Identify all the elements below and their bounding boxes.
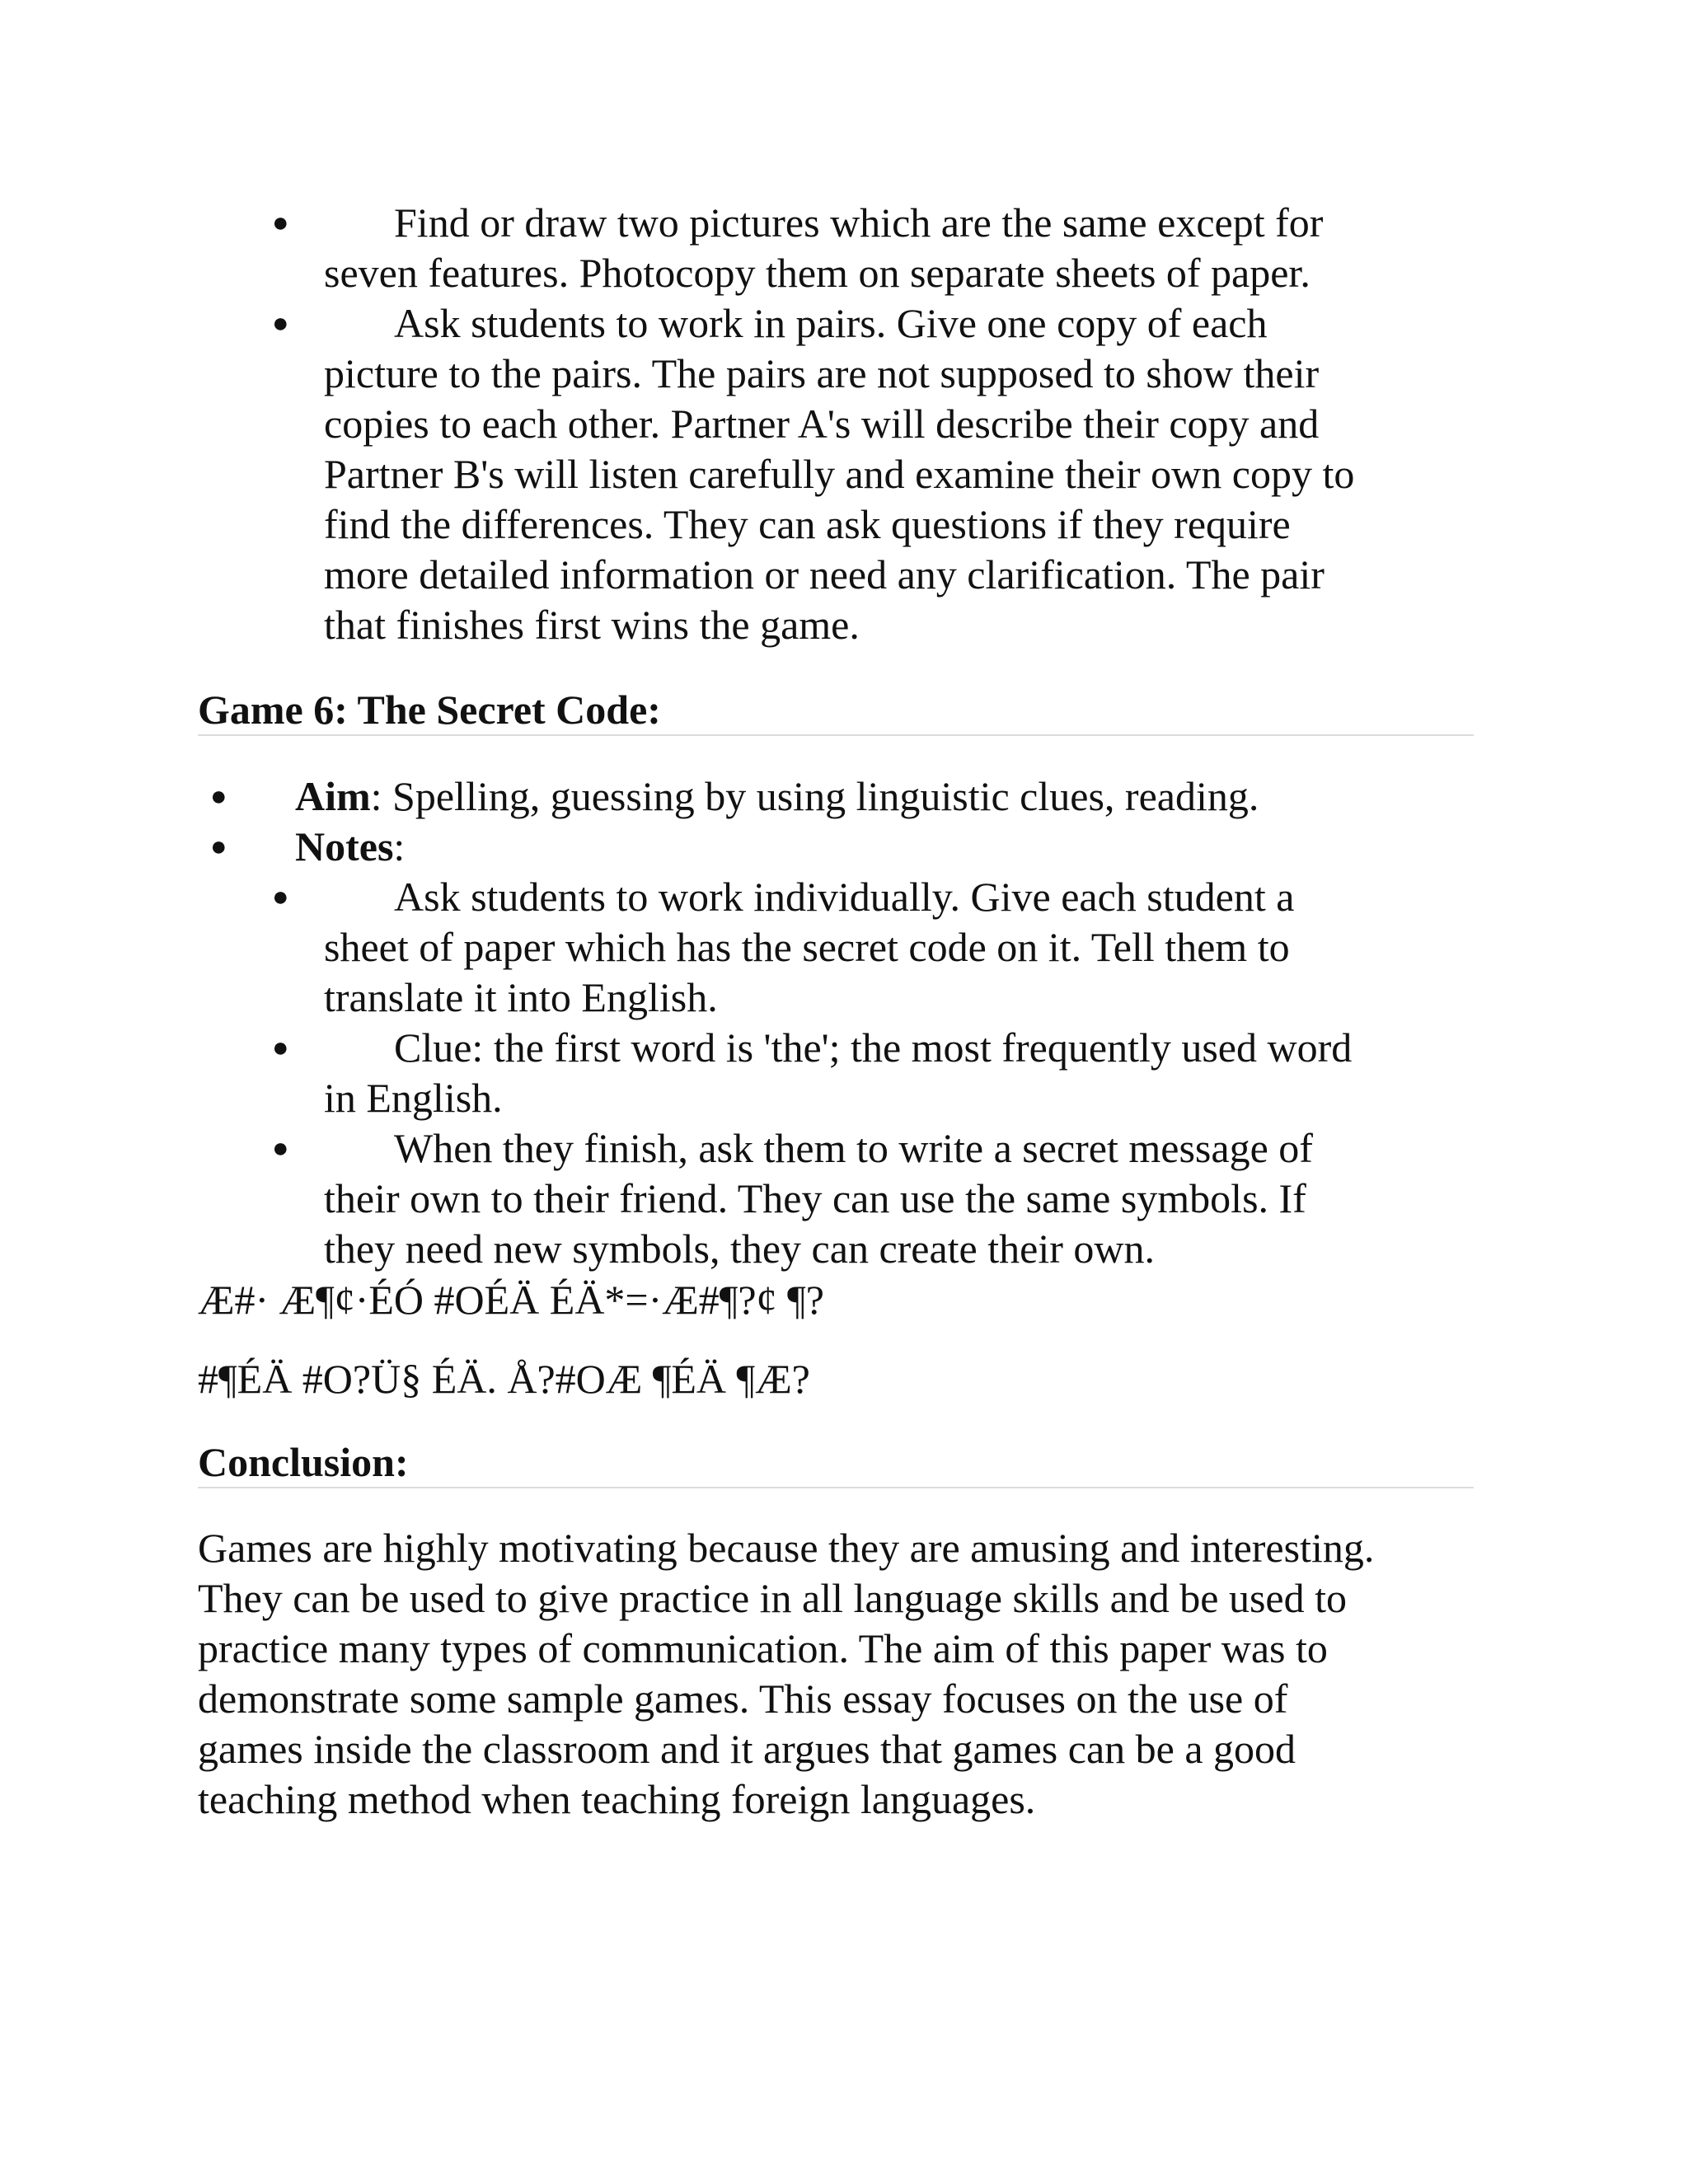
heading-divider: [198, 1487, 1474, 1488]
list-item-aim: [295, 771, 1259, 822]
bullet-marker: ●: [272, 882, 289, 912]
bullet-marker: ●: [210, 832, 227, 862]
aim-label: Aim: [295, 773, 371, 819]
list-item-line: When they finish, ask them to write a secret message of: [394, 1125, 1313, 1171]
secret-code-line-2: #¶ÉÄ #O?Ü§ ÉÄ. Å?#OÆ ¶ÉÄ ¶Æ?: [198, 1356, 810, 1402]
list-item-line: translate it into English.: [324, 974, 718, 1020]
aim-text: : Spelling, guessing by using linguistic clues, reading.: [370, 773, 1259, 819]
list-item-clue: [324, 1023, 1352, 1123]
list-item-line: find the differences. They can ask questions if they require: [324, 501, 1291, 547]
list-item-line: sheet of paper which has the secret code on it. Tell them to: [324, 924, 1290, 970]
paragraph-line: demonstrate some sample games. This essay focuses on the use of: [198, 1675, 1288, 1722]
paragraph-line: teaching method when teaching foreign languages.: [198, 1776, 1036, 1822]
notes-text: :: [393, 823, 406, 869]
list-item-line: picture to the pairs. The pairs are not supposed to show their: [324, 350, 1320, 396]
list-item-line: Ask students to work in pairs. Give one copy of each: [394, 300, 1268, 346]
section-heading-game-6: Game 6: The Secret Code:: [198, 687, 661, 733]
list-item-line: Clue: the first word is 'the'; the most frequently used word: [394, 1024, 1353, 1071]
list-item-find-pictures: [324, 198, 1323, 298]
conclusion-paragraph: [198, 1523, 1374, 1825]
heading-divider: [198, 734, 1474, 736]
list-item-line: more detailed information or need any clarification. The pair: [324, 551, 1325, 598]
paragraph-line: practice many types of communication. The aim of this paper was to: [198, 1625, 1328, 1671]
paragraph-line: games inside the classroom and it argues that games can be a good: [198, 1726, 1296, 1772]
section-heading-conclusion: Conclusion:: [198, 1439, 409, 1485]
list-item-line: that finishes first wins the game.: [324, 602, 860, 648]
list-item-line: Partner B's will listen carefully and examine their own copy to: [324, 451, 1355, 497]
list-item-write-secret-message: [324, 1123, 1313, 1274]
secret-code-line-1: Æ#· Æ¶¢·ÉÓ #OÉÄ ÉÄ*=·Æ#¶?¢ ¶?: [198, 1277, 824, 1323]
notes-label: Notes: [295, 823, 394, 869]
list-item-line: seven features. Photocopy them on separate sheets of paper.: [324, 250, 1311, 296]
paragraph-line: Games are highly motivating because they are amusing and interesting.: [198, 1525, 1375, 1571]
bullet-marker: ●: [272, 1133, 289, 1164]
bullet-marker: ●: [272, 208, 289, 238]
list-item-line: Ask students to work individually. Give each student a: [394, 874, 1295, 920]
list-item-line: Find or draw two pictures which are the same except for: [394, 199, 1324, 246]
bullet-marker: ●: [210, 781, 227, 812]
bullet-marker: ●: [272, 1033, 289, 1063]
list-item-work-individually: [324, 872, 1294, 1023]
list-item-line: copies to each other. Partner A's will describe their copy and: [324, 401, 1320, 447]
paragraph-line: They can be used to give practice in all language skills and be used to: [198, 1575, 1347, 1621]
list-item-line: in English.: [324, 1075, 503, 1121]
list-item-notes: [295, 822, 405, 872]
bullet-marker: ●: [272, 308, 289, 339]
list-item-work-in-pairs: [324, 298, 1354, 650]
list-item-line: they need new symbols, they can create their own.: [324, 1226, 1155, 1272]
list-item-line: their own to their friend. They can use the same symbols. If: [324, 1175, 1306, 1221]
